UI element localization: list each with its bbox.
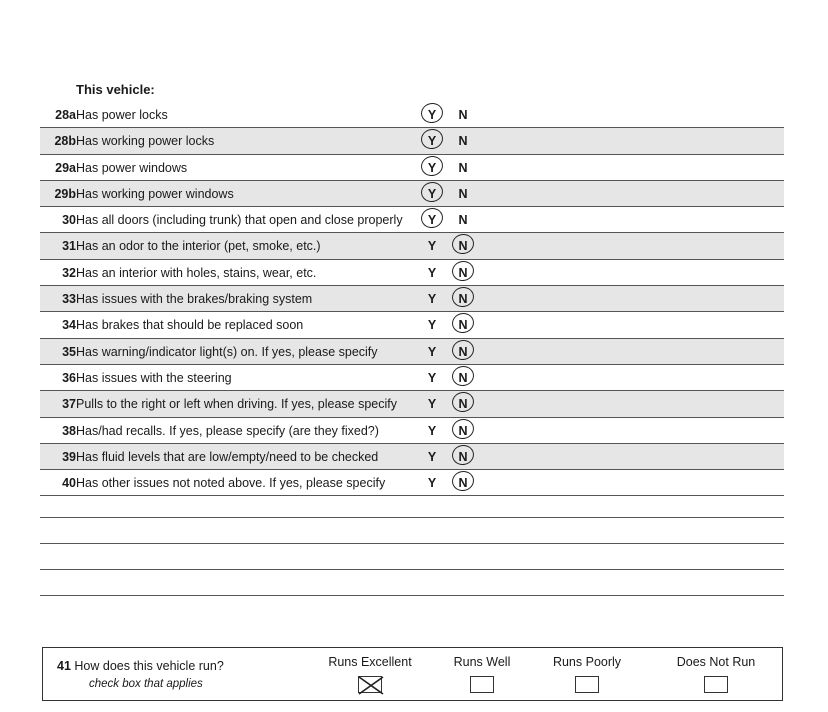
runs-excellent-choice [315, 655, 425, 693]
check-box-hint: check box that applies [89, 678, 203, 690]
blank-specify-line[interactable] [40, 543, 784, 544]
question-text: Has power windows [76, 160, 188, 175]
yes-option[interactable]: Y [427, 449, 437, 464]
yes-option[interactable]: Y [427, 134, 437, 149]
no-option[interactable]: N [458, 370, 468, 385]
question-row [40, 286, 784, 312]
choice-label: Does Not Run [676, 655, 756, 669]
question-row [40, 260, 784, 286]
question-row [40, 128, 784, 154]
runs-well-checkbox[interactable] [470, 676, 494, 693]
question-row [40, 339, 784, 365]
no-option[interactable]: N [458, 186, 468, 201]
no-option[interactable]: N [458, 239, 468, 254]
yes-option[interactable]: Y [427, 265, 437, 280]
question-number: 34 [62, 318, 76, 333]
runs-well-choice [427, 655, 537, 693]
question-text: Has fluid levels that are low/empty/need to be checked [76, 449, 379, 464]
no-option[interactable]: N [458, 134, 468, 149]
question-text: Has an interior with holes, stains, wear, etc. [76, 265, 317, 280]
question-row [40, 102, 784, 128]
question-number: 29a [55, 160, 76, 175]
question-number: 28b [54, 134, 76, 149]
blank-specify-line[interactable] [40, 595, 784, 596]
yes-option[interactable]: Y [427, 239, 437, 254]
question-number: 40 [62, 476, 76, 491]
question-row [40, 155, 784, 181]
question-text: Has warning/indicator light(s) on. If yes, please specify [76, 344, 378, 359]
question-number: 28a [55, 108, 76, 122]
run-condition-question [57, 659, 224, 673]
yes-option[interactable]: Y [427, 397, 437, 412]
no-option[interactable]: N [458, 423, 468, 438]
vehicle-heading: This vehicle: [76, 82, 155, 97]
question-row [40, 391, 784, 417]
question-number: 38 [62, 423, 76, 438]
yes-option[interactable]: Y [427, 213, 437, 228]
does-not-run-choice [661, 655, 771, 693]
no-option[interactable]: N [458, 449, 468, 464]
yes-option[interactable]: Y [427, 318, 437, 333]
question-text: Has all doors (including trunk) that open and close properly [76, 213, 403, 228]
question-row [40, 181, 784, 207]
question-text: Has an odor to the interior (pet, smoke, etc.) [76, 239, 321, 254]
question-text: Has power locks [76, 108, 168, 122]
question-text: Has issues with the steering [76, 370, 232, 385]
question-text: Has/had recalls. If yes, please specify (are they fixed?) [76, 423, 379, 438]
question-text: How does this vehicle run? [74, 659, 224, 673]
choice-label: Runs Excellent [328, 655, 412, 669]
question-row [40, 365, 784, 391]
question-text: Has other issues not noted above. If yes, please specify [76, 476, 386, 491]
question-text: Pulls to the right or left when driving. If yes, please specify [76, 397, 397, 412]
no-option[interactable]: N [458, 213, 468, 228]
choice-label: Runs Poorly [552, 655, 622, 669]
x-check-icon [356, 674, 386, 697]
yes-option[interactable]: Y [427, 186, 437, 201]
question-row [40, 418, 784, 444]
no-option[interactable]: N [458, 318, 468, 333]
question-text: Has brakes that should be replaced soon [76, 318, 304, 333]
question-number: 41 [57, 659, 71, 673]
no-option[interactable]: N [458, 265, 468, 280]
blank-specify-line[interactable] [40, 569, 784, 570]
yes-option[interactable]: Y [427, 370, 437, 385]
question-row [40, 470, 784, 496]
question-row [40, 312, 784, 338]
yes-option[interactable]: Y [427, 344, 437, 359]
yes-option[interactable]: Y [427, 423, 437, 438]
runs-poorly-checkbox[interactable] [575, 676, 599, 693]
question-text: Has issues with the brakes/braking system [76, 292, 313, 307]
yes-option[interactable]: Y [427, 292, 437, 307]
question-number: 39 [62, 449, 76, 464]
question-number: 36 [62, 370, 76, 385]
no-option[interactable]: N [458, 160, 468, 175]
question-number: 37 [62, 397, 76, 412]
run-condition-box [42, 647, 783, 701]
no-option[interactable]: N [458, 476, 468, 491]
question-list [40, 102, 784, 496]
question-number: 31 [62, 239, 76, 254]
question-row [40, 207, 784, 233]
no-option[interactable]: N [458, 397, 468, 412]
yes-option[interactable]: Y [427, 160, 437, 175]
question-number: 35 [62, 344, 76, 359]
no-option[interactable]: N [458, 108, 468, 122]
yes-option[interactable]: Y [427, 108, 437, 122]
question-number: 33 [62, 292, 76, 307]
question-row [40, 233, 784, 259]
blank-specify-line[interactable] [40, 517, 784, 518]
runs-excellent-checkbox[interactable] [358, 676, 382, 693]
no-option[interactable]: N [458, 292, 468, 307]
question-number: 29b [54, 186, 76, 201]
choice-label: Runs Well [453, 655, 511, 669]
question-row [40, 444, 784, 470]
yes-option[interactable]: Y [427, 476, 437, 491]
question-number: 32 [62, 265, 76, 280]
question-number: 30 [62, 213, 76, 228]
does-not-run-checkbox[interactable] [704, 676, 728, 693]
no-option[interactable]: N [458, 344, 468, 359]
question-text: Has working power windows [76, 186, 234, 201]
question-text: Has working power locks [76, 134, 215, 149]
runs-poorly-choice [532, 655, 642, 693]
